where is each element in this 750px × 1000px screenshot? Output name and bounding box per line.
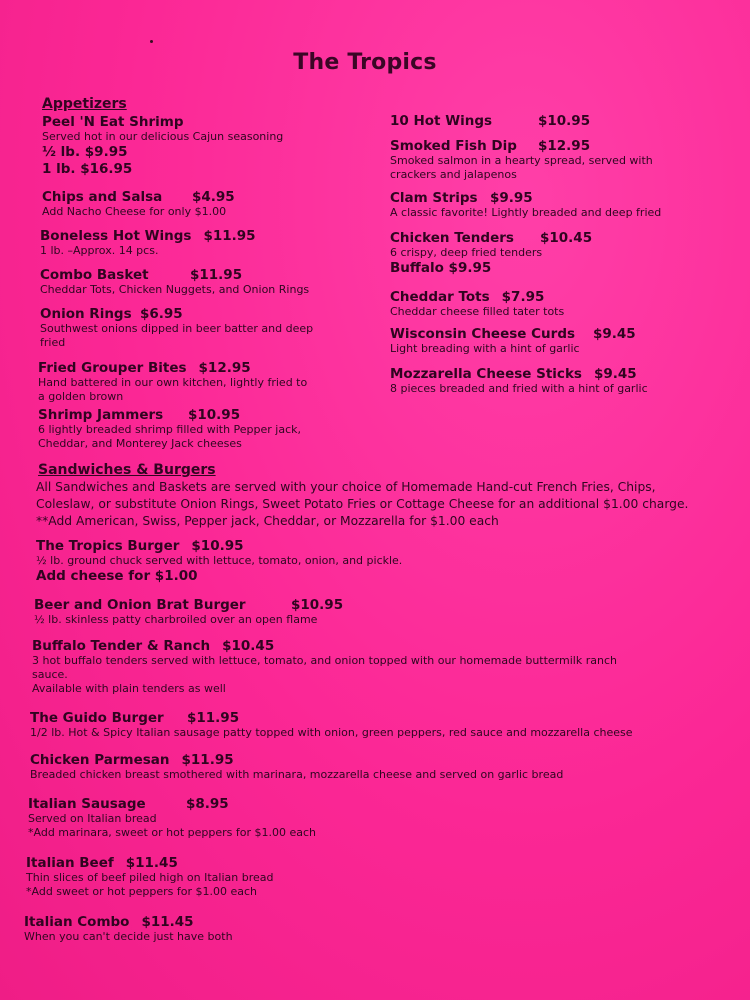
item-name: Fried Grouper Bites (38, 360, 187, 376)
item-price: $11.95 (187, 710, 240, 726)
menu-item (42, 189, 235, 219)
item-price: $10.45 (222, 638, 275, 654)
item-name: Boneless Hot Wings (40, 228, 192, 244)
item-price: $11.45 (125, 855, 178, 871)
menu-item (390, 138, 653, 182)
item-option: ½ lb. $9.95 (42, 144, 128, 160)
sandwiches-intro: All Sandwiches and Baskets are served with your choice of Homemade Hand-cut French Fries, Chips, Coleslaw, or substitute Onion Rings, Sweet Potato Fries or Cottage Cheese for an additional $1.00 charge. **Add American, Swiss, Pepper jack, Cheddar, or Mozzarella for $1.00 each (36, 480, 689, 528)
item-price: $12.95 (538, 138, 591, 154)
item-name: Beer and Onion Brat Burger (34, 597, 246, 613)
item-name: Chicken Tenders (390, 230, 514, 246)
menu-item (38, 407, 301, 451)
item-description: fried (40, 336, 66, 349)
item-description: a golden brown (38, 390, 124, 403)
menu-item (390, 326, 636, 356)
item-description: Southwest onions dipped in beer batter and deep (40, 322, 314, 335)
item-name: Buffalo Tender & Ranch (32, 638, 211, 654)
item-option: Buffalo $9.95 (390, 260, 492, 276)
item-description: Cheddar cheese filled tater tots (390, 305, 565, 318)
menu-item (40, 228, 256, 258)
item-description: crackers and jalapenos (390, 168, 517, 181)
item-name: Mozzarella Cheese Sticks (390, 366, 582, 382)
item-price: $10.45 (540, 230, 593, 246)
menu-item (30, 752, 563, 782)
item-description: Light breading with a hint of garlic (390, 342, 580, 355)
item-name: Cheddar Tots (390, 289, 490, 305)
item-description: ½ lb. skinless patty charbroiled over an open flame (34, 613, 318, 626)
item-description: Cheddar Tots, Chicken Nuggets, and Onion Rings (40, 283, 310, 296)
item-price: $9.45 (594, 366, 637, 382)
item-name: The Guido Burger (30, 710, 164, 726)
menu-item (390, 289, 564, 319)
item-name: Peel 'N Eat Shrimp (42, 114, 184, 130)
item-price: $11.45 (141, 914, 194, 930)
menu-item (38, 360, 307, 404)
menu-item (390, 230, 593, 277)
item-price: $11.95 (181, 752, 234, 768)
item-name: Chicken Parmesan (30, 752, 170, 768)
menu-item (36, 538, 402, 585)
menu-item (42, 114, 283, 178)
item-price: $7.95 (501, 289, 545, 305)
item-name: Chips and Salsa (42, 189, 163, 205)
item-name: Italian Sausage (28, 796, 146, 812)
item-name: Italian Beef (26, 855, 114, 871)
item-price: $11.95 (203, 228, 256, 244)
item-option: 1 lb. $16.95 (42, 161, 133, 177)
item-option: Add cheese for $1.00 (36, 568, 198, 584)
item-description: Breaded chicken breast smothered with marinara, mozzarella cheese and served on garlic bread (30, 768, 564, 781)
item-description: Served hot in our delicious Cajun seasoning (42, 130, 284, 143)
item-name: 10 Hot Wings (390, 113, 493, 129)
item-description: Add Nacho Cheese for only $1.00 (42, 205, 227, 218)
item-price: $4.95 (192, 189, 235, 205)
item-name: Clam Strips (390, 190, 478, 206)
item-description: Cheddar, and Monterey Jack cheeses (38, 437, 242, 450)
item-description: sauce. (32, 668, 68, 681)
item-price: $10.95 (188, 407, 241, 423)
item-description: Served on Italian bread (28, 812, 157, 825)
menu-item (390, 190, 661, 220)
item-price: $10.95 (291, 597, 344, 613)
item-description: 1 lb. –Approx. 14 pcs. (40, 244, 159, 257)
menu-item (30, 710, 633, 740)
item-description: ½ lb. ground chuck served with lettuce, tomato, onion, and pickle. (36, 554, 403, 567)
item-description: 6 crispy, deep fried tenders (390, 246, 543, 259)
item-name: Shrimp Jammers (38, 407, 164, 423)
item-description: Smoked salmon in a hearty spread, served with (390, 154, 653, 167)
menu-item (390, 113, 591, 129)
item-description: Hand battered in our own kitchen, lightly fried to (38, 376, 308, 389)
item-name: Combo Basket (40, 267, 149, 283)
paper-mark (150, 40, 153, 43)
item-name: Wisconsin Cheese Curds (390, 326, 576, 342)
sandwiches-heading: Sandwiches & Burgers (38, 462, 216, 478)
item-price: $9.45 (593, 326, 636, 342)
menu-item (24, 914, 233, 944)
item-price: $9.95 (490, 190, 533, 206)
menu-item (40, 267, 309, 297)
item-description: *Add sweet or hot peppers for $1.00 each (26, 885, 257, 898)
item-name: Smoked Fish Dip (390, 138, 517, 154)
item-description: Available with plain tenders as well (32, 682, 226, 695)
menu-item (390, 366, 648, 396)
menu-item (28, 796, 316, 840)
item-description: 1/2 lb. Hot & Spicy Italian sausage patty topped with onion, green peppers, red sauce and mozzarella cheese (30, 726, 633, 739)
item-name: Onion Rings (40, 306, 132, 322)
item-description: 3 hot buffalo tenders served with lettuce, tomato, and onion topped with our homemade buttermilk ranch (32, 654, 617, 667)
item-price: $8.95 (186, 796, 229, 812)
item-description: *Add marinara, sweet or hot peppers for $1.00 each (28, 826, 316, 839)
menu-title: The Tropics (293, 50, 437, 75)
item-price: $10.95 (538, 113, 591, 129)
item-price: $11.95 (190, 267, 243, 283)
item-name: Italian Combo (24, 914, 130, 930)
menu-item (40, 306, 313, 350)
item-price: $6.95 (140, 306, 183, 322)
appetizers-heading: Appetizers (42, 96, 127, 112)
item-description: 8 pieces breaded and fried with a hint of garlic (390, 382, 648, 395)
item-description: Thin slices of beef piled high on Italian bread (26, 871, 274, 884)
item-price: $12.95 (198, 360, 251, 376)
menu-item (34, 597, 344, 627)
item-price: $10.95 (191, 538, 244, 554)
menu-item (32, 638, 617, 696)
item-description: 6 lightly breaded shrimp filled with Pepper jack, (38, 423, 302, 436)
item-description: When you can't decide just have both (24, 930, 233, 943)
item-name: The Tropics Burger (36, 538, 180, 554)
menu-item (26, 855, 273, 899)
item-description: A classic favorite! Lightly breaded and deep fried (390, 206, 662, 219)
